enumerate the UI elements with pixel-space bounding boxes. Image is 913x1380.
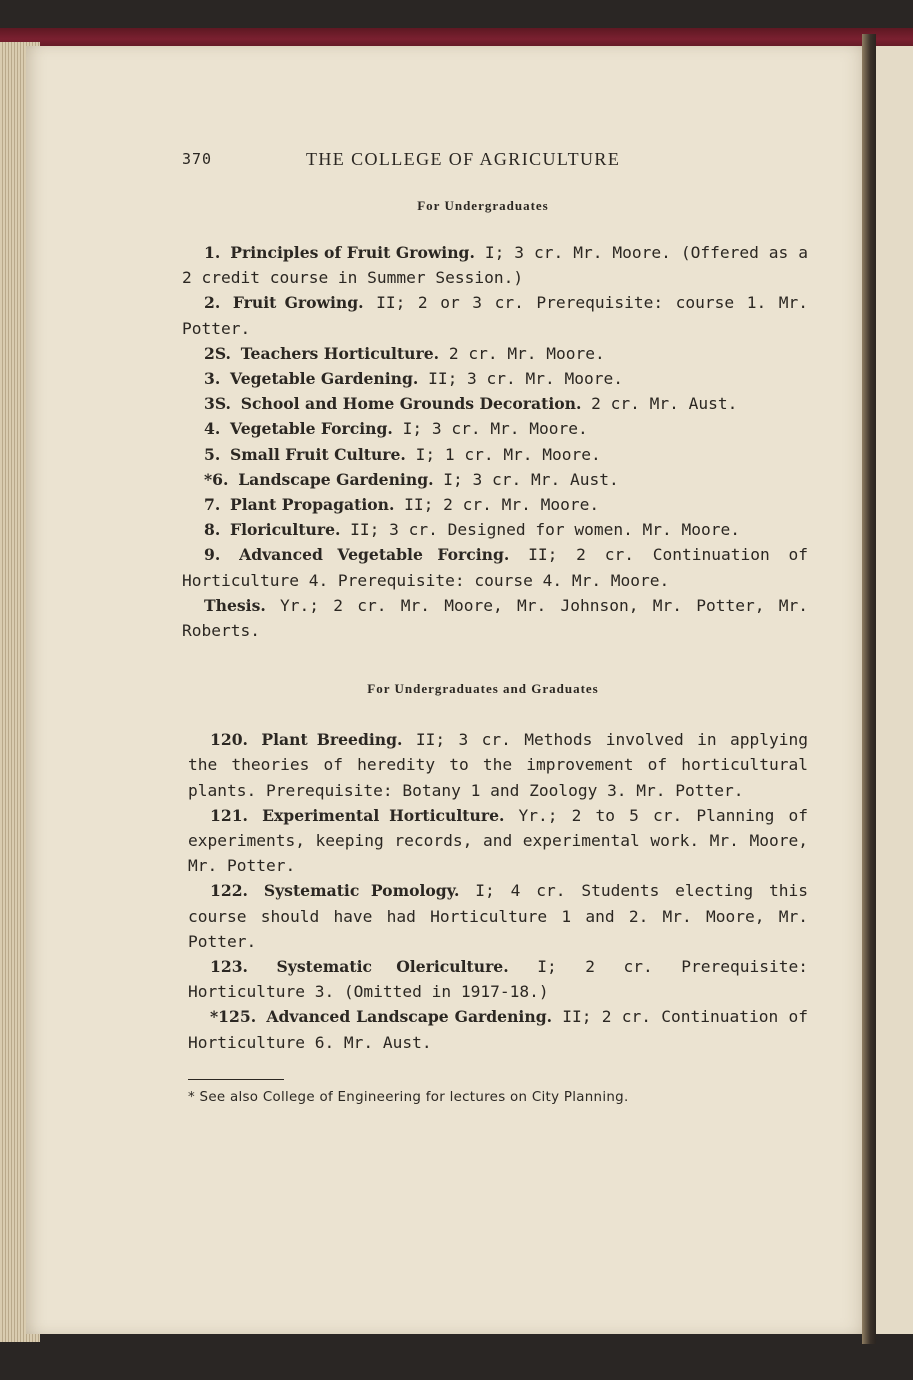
graduate-course-list: [158, 727, 808, 1055]
course-description: II; 2 cr. Continuation of Horticulture 4. Prerequisite: course 4. Mr. Moore.: [182, 545, 808, 590]
course-number: 122.: [210, 881, 248, 901]
course-entry: [188, 1004, 808, 1054]
undergraduate-course-list: [158, 240, 808, 643]
course-name: Advanced Vegetable Forcing.: [239, 545, 510, 565]
course-entry: [188, 727, 808, 803]
page-content: [158, 100, 808, 1105]
course-description: Yr.; 2 cr. Mr. Moore, Mr. Johnson, Mr. Potter, Mr. Roberts.: [182, 595, 808, 641]
course-description: II; 2 cr. Continuation of Horticulture 6. Mr. Aust.: [188, 1007, 808, 1052]
course-number: 1.: [204, 243, 221, 262]
course-name: Vegetable Forcing.: [230, 419, 393, 439]
course-description: II; 3 cr. Methods involved in applying the theories of heredity to the improvement of horticultural plants. Prerequisite: Botany 1 and Zoology 3. Mr. Potter.: [188, 730, 808, 800]
course-name: Plant Propagation.: [230, 495, 395, 515]
course-description: I; 4 cr. Students electing this course should have had Horticulture 1 and 2. Mr. Moore, Mr. Potter.: [188, 881, 808, 951]
course-entry: [182, 542, 808, 592]
course-description: II; 2 or 3 cr. Prerequisite: course 1. Mr. Potter.: [182, 293, 809, 338]
course-entry: [182, 492, 808, 517]
course-number: 2S.: [204, 343, 231, 363]
course-description: Yr.; 2 to 5 cr. Planning of experiments, keeping records, and experimental work. Mr. Moore, Mr. Potter.: [188, 805, 808, 876]
course-name: Vegetable Gardening.: [230, 369, 419, 389]
course-entry: [182, 240, 808, 290]
course-entry: [188, 803, 808, 879]
course-entry: [182, 341, 808, 366]
course-entry: [182, 391, 808, 416]
course-number: 4.: [204, 419, 221, 439]
course-name: Systematic Olericulture.: [276, 957, 509, 977]
course-number: 5.: [204, 444, 221, 464]
course-name: Advanced Landscape Gardening.: [266, 1007, 553, 1027]
course-entry: [182, 416, 808, 441]
book-gutter: [862, 34, 876, 1344]
course-description: II; 3 cr. Mr. Moore.: [418, 369, 623, 389]
course-description: I; 3 cr. Mr. Moore.: [392, 419, 588, 439]
course-number: 121.: [210, 805, 248, 825]
course-description: I; 2 cr. Prerequisite: Horticulture 3. (Omitted in 1917-18.): [188, 957, 809, 1002]
course-name: Principles of Fruit Growing.: [230, 243, 475, 262]
page-number: 370: [182, 150, 213, 168]
running-head: [158, 144, 808, 170]
course-number: 2.: [204, 293, 221, 313]
course-number: 123.: [210, 957, 248, 977]
course-entry: [188, 878, 808, 954]
course-description: 2 cr. Mr. Aust.: [581, 394, 738, 414]
course-number: *6.: [204, 469, 229, 489]
course-name: Thesis.: [204, 595, 266, 615]
course-number: 8.: [204, 520, 221, 540]
course-number: 3S.: [204, 394, 231, 414]
course-entry: [188, 954, 808, 1004]
course-name: Systematic Pomology.: [263, 881, 460, 901]
course-number: 9.: [204, 545, 221, 565]
course-name: School and Home Grounds Decoration.: [240, 394, 582, 414]
course-number: 3.: [204, 369, 221, 389]
course-name: Experimental Horticulture.: [262, 805, 505, 825]
course-name: Small Fruit Culture.: [230, 444, 406, 464]
course-entry: [182, 517, 808, 542]
course-entry: [182, 366, 808, 391]
course-number: 120.: [210, 730, 248, 750]
course-name: Plant Breeding.: [261, 730, 403, 750]
section-heading-undergraduates: For Undergraduates: [417, 198, 549, 213]
course-entry-thesis: [182, 593, 808, 643]
course-name: Landscape Gardening.: [238, 469, 434, 489]
course-name: Floriculture.: [230, 520, 341, 540]
course-description: I; 3 cr. Mr. Moore. (Offered as a 2 credit course in Summer Session.): [182, 243, 808, 288]
course-description: II; 3 cr. Designed for women. Mr. Moore.: [340, 520, 741, 540]
course-description: I; 3 cr. Mr. Aust.: [433, 469, 619, 489]
course-entry: [182, 467, 808, 492]
course-description: I; 1 cr. Mr. Moore.: [405, 444, 601, 464]
footnote-rule: [188, 1079, 284, 1080]
course-number: 7.: [204, 495, 221, 515]
course-number: *125.: [210, 1007, 257, 1027]
course-entry: [182, 290, 808, 340]
section-heading-graduates: For Undergraduates and Graduates: [367, 681, 599, 697]
course-entry: [182, 442, 808, 467]
header-title: THE COLLEGE OF AGRICULTURE: [306, 149, 621, 169]
course-description: 2 cr. Mr. Moore.: [439, 343, 605, 363]
course-name: Fruit Growing.: [232, 293, 364, 313]
course-name: Teachers Horticulture.: [240, 343, 440, 363]
course-description: II; 2 cr. Mr. Moore.: [394, 495, 600, 515]
facing-page-edge: [876, 46, 913, 1334]
footnote: * See also College of Engineering for lectures on City Planning.: [188, 1089, 629, 1105]
